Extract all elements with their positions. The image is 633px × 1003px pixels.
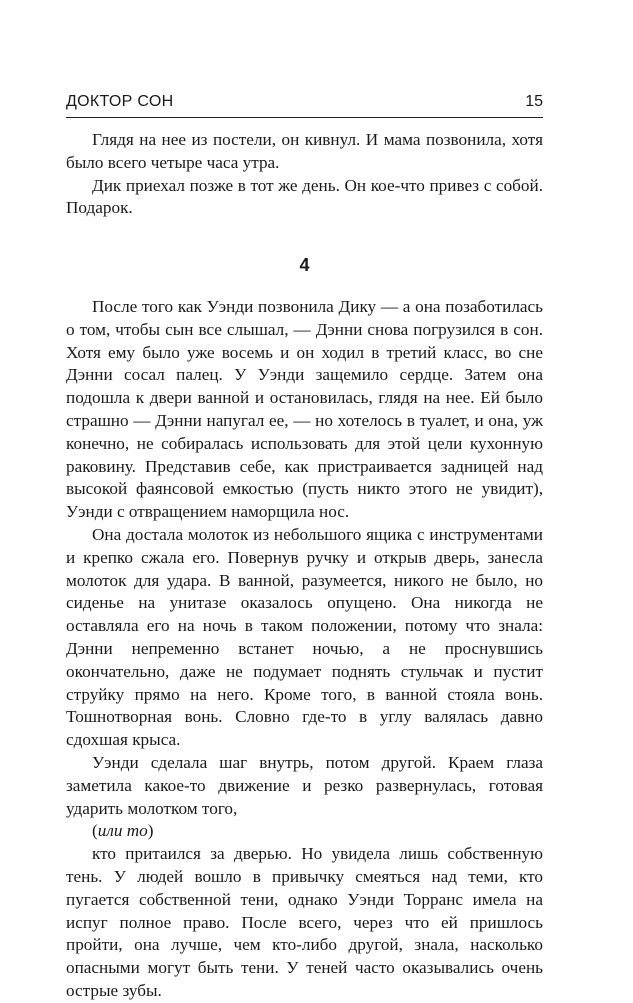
section-2-text xyxy=(66,296,543,1003)
book-title: ДОКТОР СОН xyxy=(66,93,174,110)
paragraph: Дик приехал позже в тот же день. Он кое-что привез с собой. Подарок. xyxy=(66,175,543,218)
paragraph: Глядя на нее из постели, он кивнул. И мама позвонила, хотя было всего четыре часа утра. xyxy=(66,130,543,172)
running-header xyxy=(66,93,543,115)
paragraph: Уэнди сделала шаг внутрь, потом другой. Краем глаза заметила какое-то движение и резко развернулась, готовая ударить молотком того, xyxy=(66,752,543,818)
paren-close: ) xyxy=(147,821,154,841)
section-1-text xyxy=(66,129,543,220)
paren-open: ( xyxy=(92,821,98,841)
page-number: 15 xyxy=(525,93,543,110)
paragraph: кто притаился за дверью. Но увидела лишь собственную тень. У людей вошло в привычку смеяться над теми, кто пугается собственной тени, однако Уэнди Торранс имела на испуг полное право. После всего, через что ей пришлось пройти, она лучше, чем кто-либо другой, знала, насколько опасными могут быть тени. У теней часто оказывались очень острые зубы. xyxy=(66,844,543,1000)
paragraph-parenthetical xyxy=(66,820,543,843)
paragraph: Она достала молоток из небольшого ящика с инструментами и крепко сжала его. Повернув ручку и открыв дверь, занесла молоток для удара. В ванной, разумеется, никого не было, но сиденье на унитазе оказалось опущено. Она никогда не оставляла его на ночь в таком положении, потому что знала: Дэнни непременно встанет ночью, а не проснувшись окончательно, даже не подумает поднять стульчак и пустит струйку прямо на него. Кроме того, в ванной стояла вонь. Тошнотворная вонь. Словно где-то в углу валялась давно сдохшая крыса. xyxy=(66,524,543,750)
italic-phrase: или то xyxy=(97,821,148,841)
paragraph: После того как Уэнди позвонила Дику — а она позаботилась о том, чтобы сын все слышал, — Дэнни снова погрузился в сон. Хотя ему было уже восемь и он ходил в третий класс, во сне Дэнни сосал палец. У Уэнди защемило сердце. Затем она подошла к двери ванной и остановилась, глядя на нее. Ей было страшно — Дэнни напугал ее, — но хотелось в туалет, и она, уж конечно, не собиралась использовать для этой цели кухонную раковину. Представив себе, как пристраивается задницей над высокой фаянсовой емкостью (пусть никто этого не увидит), Уэнди с отвращением наморщила нос. xyxy=(66,297,543,522)
header-rule xyxy=(66,117,543,118)
chapter-number: 4 xyxy=(299,255,310,275)
